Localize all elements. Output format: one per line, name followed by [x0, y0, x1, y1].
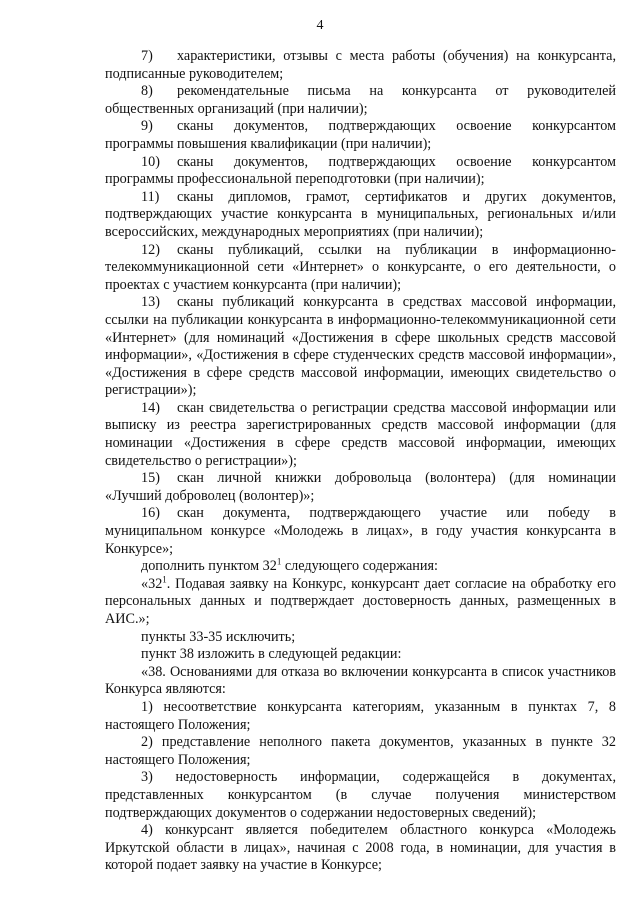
- item-number: 8): [141, 83, 153, 100]
- amend-32-1-suffix: следующего содержания:: [281, 558, 438, 575]
- item-number: 12): [141, 241, 160, 258]
- item-number: 14): [141, 399, 160, 416]
- item-text: сканы публикаций, ссылки на публикации в информационно-телекоммуникационной сети «Интернет» о конкурсанте, о его деятельности, о проектах с участием конкурсанта (при наличии);: [105, 241, 616, 293]
- clause-32-1-paragraph: [105, 576, 616, 629]
- exclude-33-35-paragraph: пункты 33-35 исключить;: [141, 628, 296, 645]
- document-items-list: [105, 48, 616, 558]
- page-number: 4: [316, 18, 324, 33]
- item-text: характеристики, отзывы с места работы (обучения) на конкурсанта, подписанные руководителем;: [105, 48, 616, 82]
- clause-38-ground: 3) недостоверность информации, содержащейся в документах, представленных конкурсантом (в случае получения министерством подтверждающих документов о содержании недостоверных сведений);: [105, 769, 616, 821]
- amend-38-paragraph: пункт 38 изложить в следующей редакции:: [141, 646, 402, 663]
- document-item: [105, 83, 616, 118]
- document-item: [105, 189, 616, 242]
- document-item: [105, 242, 616, 295]
- item-text: сканы документов, подтверждающих освоение конкурсантом программы повышения квалификации (при наличии);: [105, 118, 616, 152]
- clause-38-grounds-list: [105, 699, 616, 875]
- item-text: сканы публикаций конкурсанта в средствах массовой информации, ссылки на публикации конкурсанта в информационно-телекоммуникационной сети «Интернет» (для номинаций «Достижения в сфере школьных средств массовой информации», «Достижения в сфере студенческих средств массовой информации», «Достижения в сфере средств массовой информации, имеющих свидетельство о регистрации»);: [105, 294, 616, 399]
- item-text: сканы документов, подтверждающих освоение конкурсантом программы профессиональной переподготовки (при наличии);: [105, 153, 616, 188]
- document-item: [105, 48, 616, 83]
- item-text: сканы дипломов, грамот, сертификатов и других документов, подтверждающих участие конкурсанта в муниципальных, региональных и/или всероссийских, международных мероприятиях (при наличии);: [105, 188, 616, 240]
- clause-38-ground: 2) представление неполного пакета документов, указанных в пункте 32 настоящего Положения;: [105, 734, 616, 768]
- clause-38-ground: 1) несоответствие конкурсанта категориям, указанным в пунктах 7, 8 настоящего Положения;: [105, 698, 616, 733]
- clause-32-1-prefix: «32: [141, 575, 163, 592]
- item-number: 9): [141, 118, 153, 135]
- clause-32-1-superscript: 1: [162, 574, 167, 585]
- item-number: 15): [141, 470, 160, 487]
- document-item: [105, 505, 616, 558]
- amend-32-1-paragraph: [105, 558, 616, 576]
- amend-32-1-prefix: дополнить пунктом 32: [141, 558, 277, 575]
- item-number: 10): [141, 153, 160, 170]
- clause-38-intro-paragraph: «38. Основаниями для отказа во включении конкурсанта в список участников Конкурса являются:: [105, 663, 616, 698]
- item-text: рекомендательные письма на конкурсанта от руководителей общественных организаций (при наличии);: [105, 83, 616, 117]
- clause-32-1-text: . Подавая заявку на Конкурс, конкурсант дает согласие на обработку его персональных данных и подтверждает достоверность данных, размещенных в АИС.»;: [105, 575, 616, 627]
- document-item: [105, 294, 616, 400]
- item-text: скан документа, подтверждающего участие или победу в муниципальном конкурсе «Молодежь в лицах», в году участия конкурсанта в Конкурсе»;: [105, 505, 616, 557]
- item-text: скан свидетельства о регистрации средства массовой информации или выписку из реестра зарегистрированных средств массовой информации (для номинации «Достижения в сфере средств массовой информации, имеющих свидетельство о регистрации»);: [105, 399, 616, 469]
- item-number: 11): [141, 188, 160, 205]
- amend-32-1-superscript: 1: [276, 556, 282, 567]
- item-number: 13): [141, 294, 160, 311]
- clause-38-ground: 4) конкурсант является победителем областного конкурса «Молодежь Иркутской области в лицах», начиная с 2008 года, в номинации, для участия в которой подает заявку на участие в Конкурсе;: [105, 822, 616, 874]
- document-item: [105, 118, 616, 153]
- item-text: скан личной книжки добровольца (волонтера) (для номинации «Лучший доброволец (волонтер)»;: [105, 470, 616, 504]
- item-number: 7): [141, 48, 153, 64]
- document-item: [105, 400, 616, 470]
- document-item: [105, 154, 616, 189]
- item-number: 16): [141, 505, 160, 522]
- document-item: [105, 470, 616, 505]
